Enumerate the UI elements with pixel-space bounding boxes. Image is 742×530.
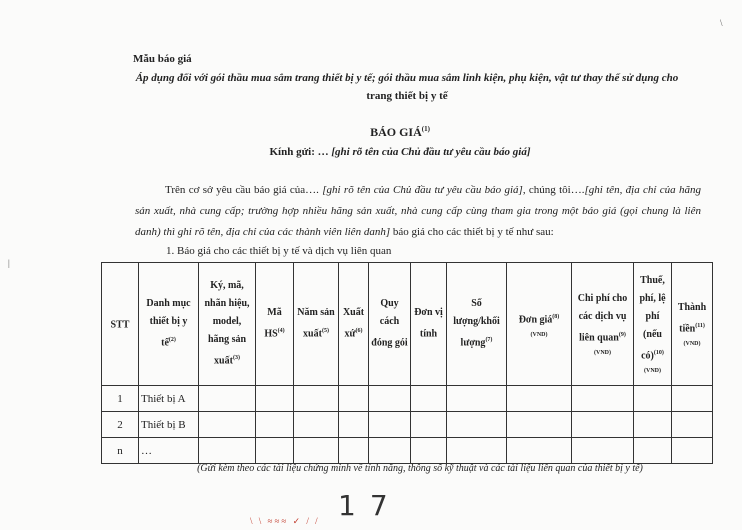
table-row xyxy=(102,412,713,438)
page-title: BÁO GIÁ$^{(1)}$ xyxy=(370,125,430,139)
header-stt: STT xyxy=(102,263,139,386)
table-row xyxy=(102,438,713,464)
form-name: Mẫu báo giá xyxy=(133,53,192,65)
greeting: Kính gửi: … [ghi rõ tên của Chủ đầu tư yêu cầu báo giá] xyxy=(269,146,531,158)
handwritten-scribble: \ \ ≈≈≈ ✓ / / xyxy=(250,516,320,526)
header-model: Ký, mã, nhãn hiệu, model, hãng sản xuất$^{(3)}$ xyxy=(199,263,256,386)
table-header-row xyxy=(102,263,713,386)
handwritten-mark: \ xyxy=(720,18,723,28)
row-stt: 1 xyxy=(102,386,139,412)
header-hs-code: Mã HS$^{(4)}$ xyxy=(256,263,294,386)
attachment-note: (Gửi kèm theo các tài liệu chứng minh về tính năng, thông số kỹ thuật và các tài liệu liên quan của thiết bị y tế) xyxy=(197,463,643,474)
handwritten-page-number: 17 xyxy=(338,489,402,522)
table-row xyxy=(102,386,713,412)
row-item: Thiết bị B xyxy=(139,412,199,438)
header-quantity: Số lượng/khối lượng$^{(7)}$ xyxy=(447,263,507,386)
header-total: Thành tiền$^{(11)}$ (VND) xyxy=(672,263,713,386)
row-item: … xyxy=(139,438,199,464)
subtitle-line-1: Áp dụng đối với gói thầu mua sắm trang thiết bị y tế; gói thầu mua sắm linh kiện, phụ kiện, vật tư thay thế sử dụng cho xyxy=(135,72,679,84)
section-heading: 1. Báo giá cho các thiết bị y tế và dịch vụ liên quan xyxy=(166,245,392,257)
header-unit: Đơn vị tính xyxy=(411,263,447,386)
header-year: Năm sản xuất$^{(5)}$ xyxy=(294,263,339,386)
row-stt: 2 xyxy=(102,412,139,438)
quotation-table xyxy=(101,262,713,464)
header-packaging: Quy cách đóng gói xyxy=(369,263,411,386)
row-stt: n xyxy=(102,438,139,464)
header-unit-price: Đơn giá$^{(8)}$ (VND) xyxy=(507,263,572,386)
edge-mark: | xyxy=(8,258,10,268)
subtitle-line-2: trang thiết bị y tế xyxy=(366,90,448,102)
header-taxes: Thuế, phí, lệ phí (nếu có)$^{(10)}$ (VND) xyxy=(634,263,672,386)
header-device-list: Danh mục thiết bị y tế$^{(2)}$ xyxy=(139,263,199,386)
intro-paragraph: Trên cơ sở yêu cầu báo giá của…. [ghi rõ tên của Chủ đầu tư yêu cầu báo giá], chúng tôi….[ghi tên, địa chỉ của hãng sản xuất, nhà cung cấp; trường hợp nhiều hãng sản xuất, nhà cung cấp cùng tham gia trong một báo giá (gọi chung là liên danh) thì ghi rõ tên, địa chỉ của các thành viên liên danh] báo giá cho các thiết bị y tế như sau: xyxy=(135,184,701,238)
header-origin: Xuất xứ$^{(6)}$ xyxy=(339,263,369,386)
row-item: Thiết bị A xyxy=(139,386,199,412)
header-service-cost: Chi phí cho các dịch vụ liên quan$^{(9)}$ (VND) xyxy=(572,263,634,386)
